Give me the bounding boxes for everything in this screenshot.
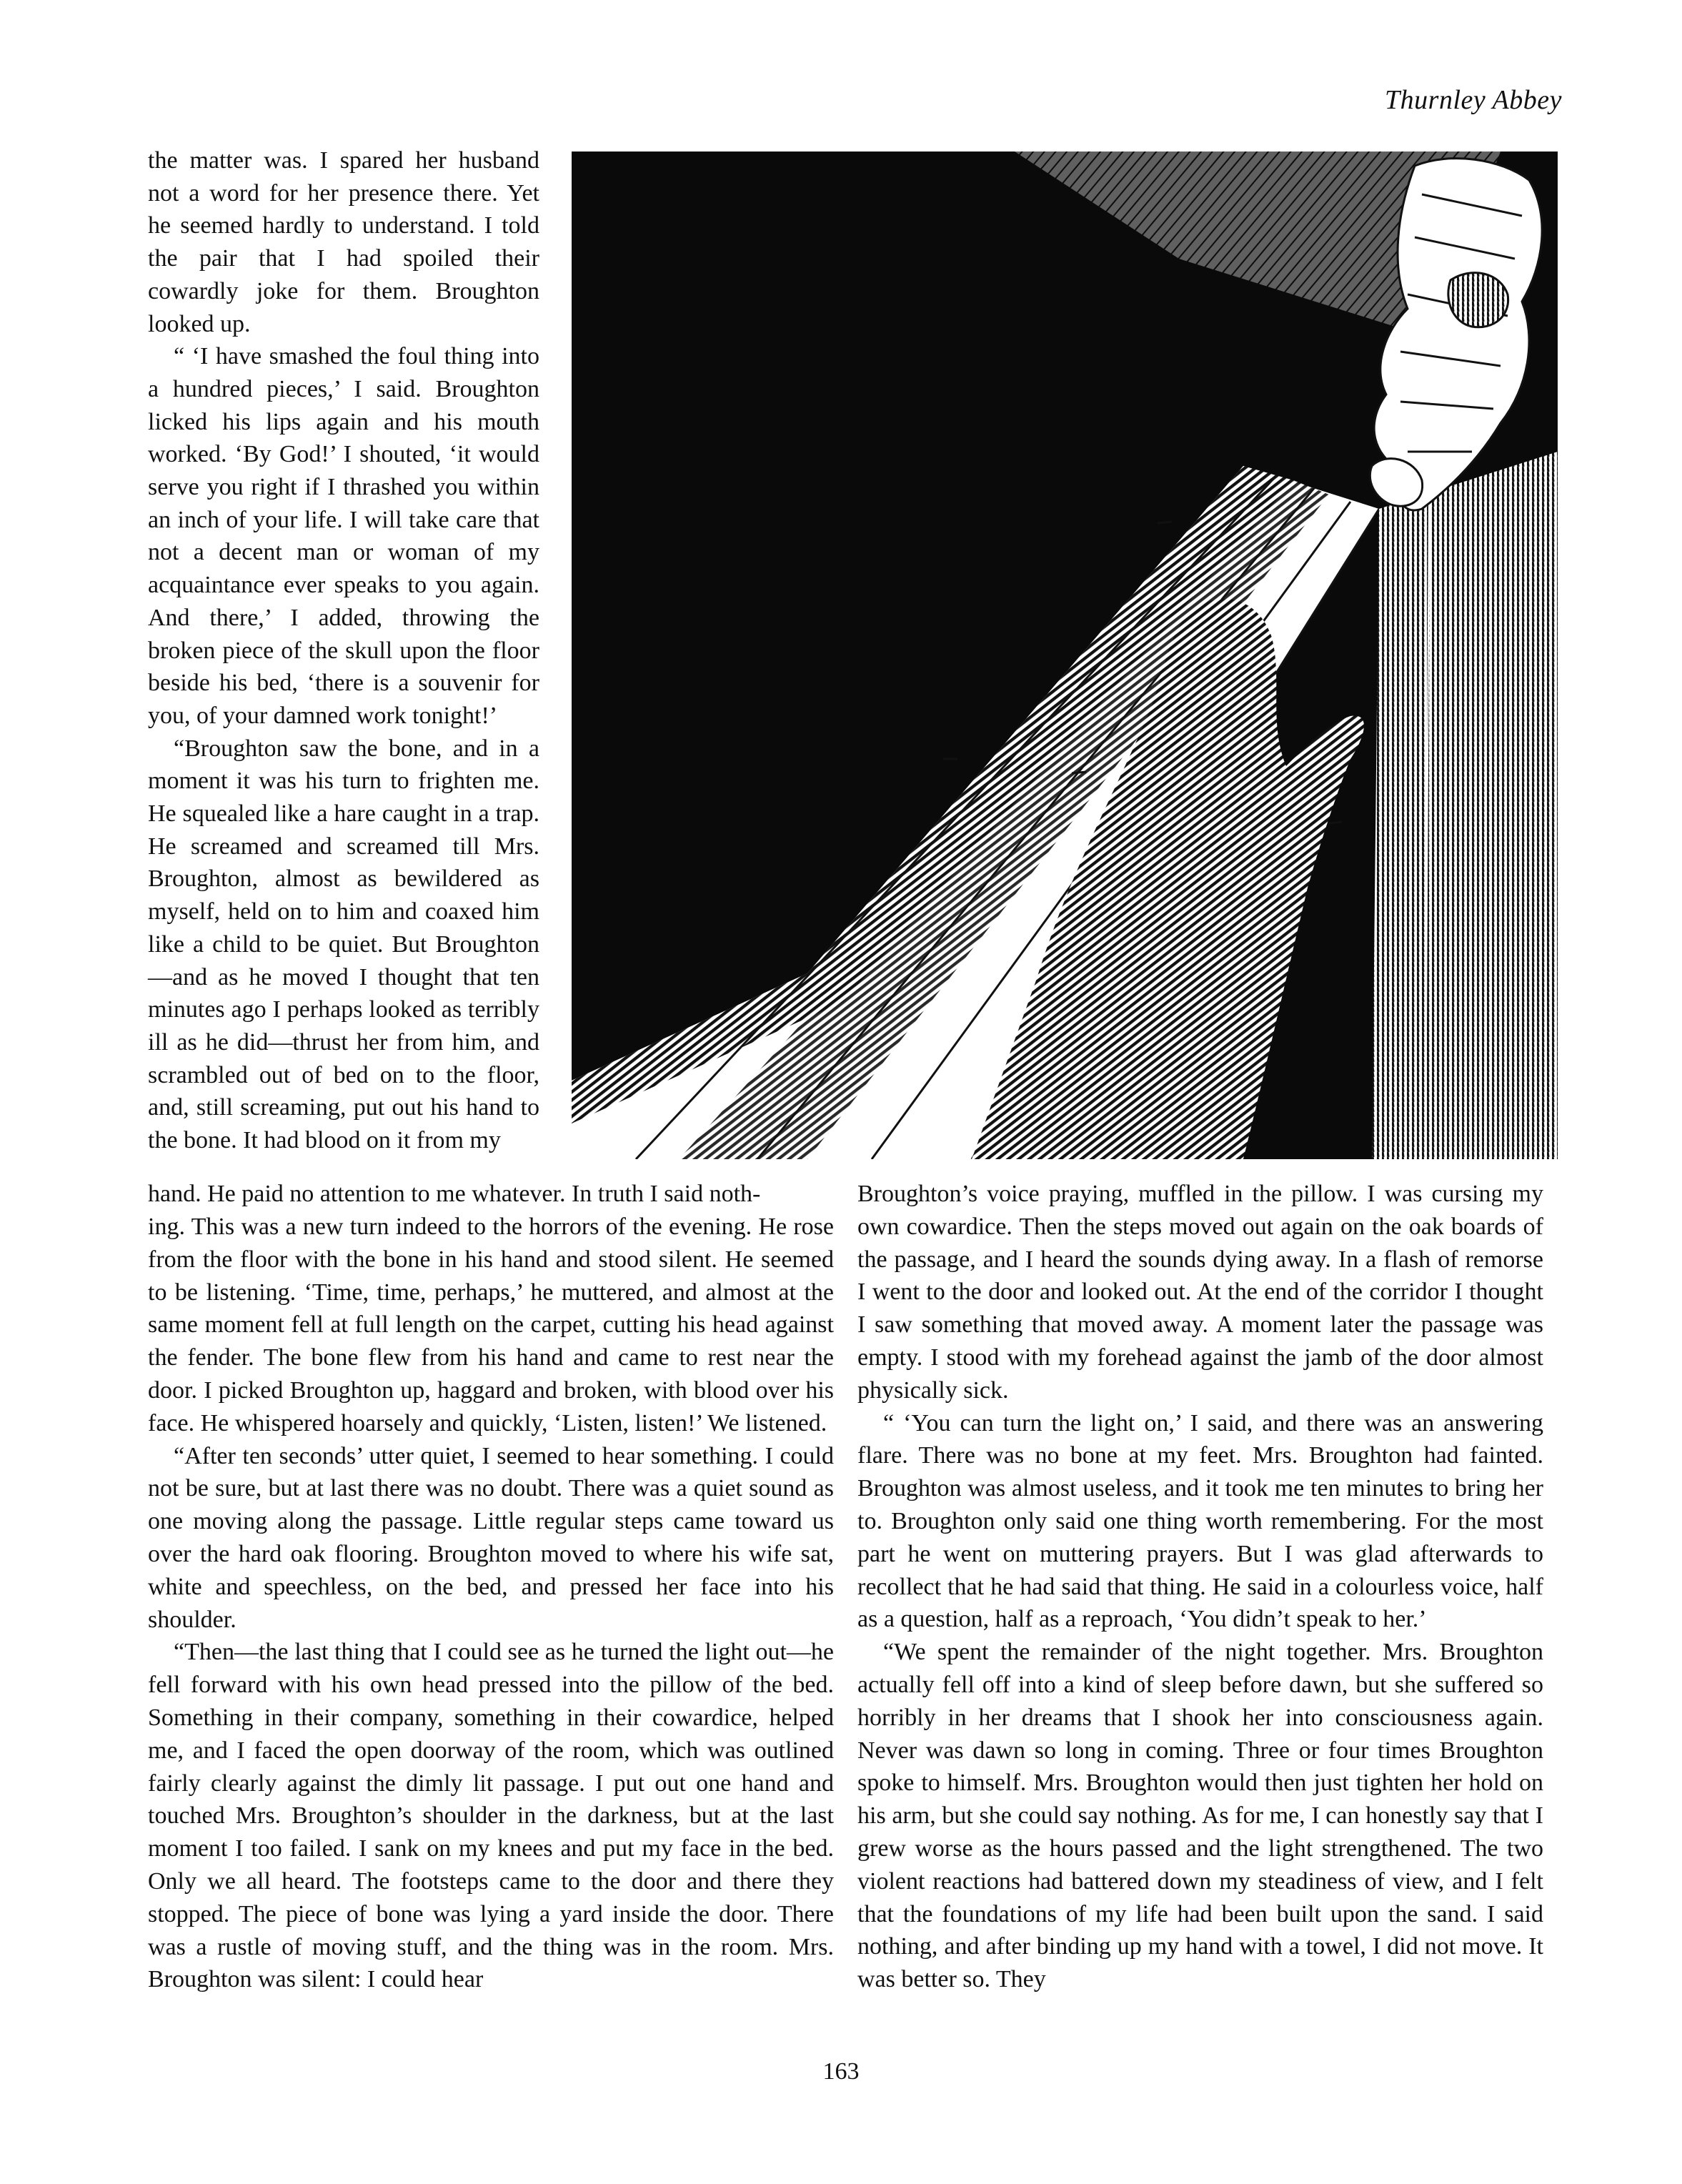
left-column-bottom [148, 1211, 834, 1996]
text-line: hand. He paid no attention to me whatever. In truth I said noth- [148, 1181, 761, 1207]
paragraph: “Broughton saw the bone, and in a moment it was his turn to frighten me. He squealed like a hare caught in a trap. He screamed and screamed till Mrs. Broughton, almost as bewildered as myself, held on to him and coaxed him like a child to be quiet. But Broughton—and as he moved I thought that ten minutes ago I perhaps looked as terribly ill as he did—thrust her from him, and scrambled out of bed on to the floor, and, still screaming, put out his hand to the bone. It had blood on it from my [148, 735, 539, 1154]
paragraph: “ ‘I have smashed the foul thing into a hundred pieces,’ I said. Broughton licked his lips again and his mouth worked. ‘By God!’ I shouted, ‘it would serve you right if I thrashed you within an inch of your life. I will take care that not a decent man or woman of my acquaintance ever speaks to you again. And there,’ I added, throwing the broken piece of the skull upon the floor beside his bed, ‘there is a souvenir for you, of your damned work tonight!’ [148, 343, 539, 729]
left-wide-line-block [148, 1178, 834, 1211]
paragraph: the matter was. I spared her husband not a word for her presence there. Yet he seemed hardly to understand. I told the pair that I had spoiled their cowardly joke for them. Broughton looked up. [148, 147, 539, 337]
illustration-shadow-on-floorboards [572, 152, 1558, 1159]
page-number: 163 [822, 2058, 860, 2085]
running-head: Thurnley Abbey [1385, 85, 1562, 115]
paragraph: “We spent the remainder of the night together. Mrs. Broughton actually fell off into a kind of sleep before dawn, but she suffered so horribly in her dreams that I shook her into consciousness again. Never was dawn so long in coming. Three or four times Broughton spoke to himself. Mrs. Broughton would then just tighten her hold on his arm, but she could say nothing. As for me, I can honestly say that I grew worse as the hours passed and the light strengthened. The two violent reactions had battered down my steadiness of view, and I felt that the foundations of my life had been built upon the sand. I said nothing, and after binding up my hand with a towel, I did not move. It was better so. They [857, 1639, 1543, 1993]
left-column-top [148, 144, 539, 1157]
paragraph: “ ‘You can turn the light on,’ I said, and there was an answering flare. There was no bone at my feet. Mrs. Broughton had fainted. Broughton was almost useless, and it took me ten minutes to bring her to. Broughton only said one thing worth remembering. For the most part he went on muttering prayers. But I was glad afterwards to recollect that he had said that thing. He said in a colourless voice, half as a question, half as a reproach, ‘You didn’t speak to her.’ [857, 1409, 1543, 1633]
paragraph: “Then—the last thing that I could see as he turned the light out—he fell forward with his own head pressed into the pillow of the bed. Something in their company, something in their cowardice, helped me, and I faced the open doorway of the room, which was outlined fairly clearly against the dimly lit passage. I put out one hand and touched Mrs. Broughton’s shoulder in the darkness, but at the last moment I too failed. I sank on my knees and put my face in the bed. Only we all heard. The footsteps came to the door and there they stopped. The piece of bone was lying a yard inside the door. There was a rustle of moving stuff, and the thing was in the room. Mrs. Broughton was silent: I could hear [148, 1639, 834, 1993]
right-floorboards [1372, 452, 1558, 1159]
paragraph: “After ten seconds’ utter quiet, I seemed to hear something. I could not be sure, but at last there was no doubt. There was a quiet sound as one moving along the passage. Little regular steps came toward us over the hard oak flooring. Broughton moved to where his wife sat, white and speechless, on the bed, and pressed her face into his shoulder. [148, 1442, 834, 1633]
paragraph: Broughton’s voice praying, muffled in the pillow. I was cursing my own cowardice. Then the steps moved out again on the oak boards of the passage, and I heard the sounds dying away. In a flash of remorse I went to the door and looked out. At the end of the corridor I thought I saw something that moved away. A moment later the passage was empty. I stood with my forehead against the jamb of the door almost physically sick. [857, 1181, 1543, 1404]
right-column [857, 1178, 1543, 1996]
paragraph: ing. This was a new turn indeed to the horrors of the evening. He rose from the floor with the bone in his hand and stood silent. He seemed to be listening. ‘Time, time, perhaps,’ he muttered, and almost at the same moment fell at full length on the carpet, cutting his head against the fender. The bone flew from his hand and came to rest near the door. I picked Broughton up, haggard and broken, with blood over his face. He whispered hoarsely and quickly, ‘Listen, listen!’ We listened. [148, 1213, 834, 1436]
